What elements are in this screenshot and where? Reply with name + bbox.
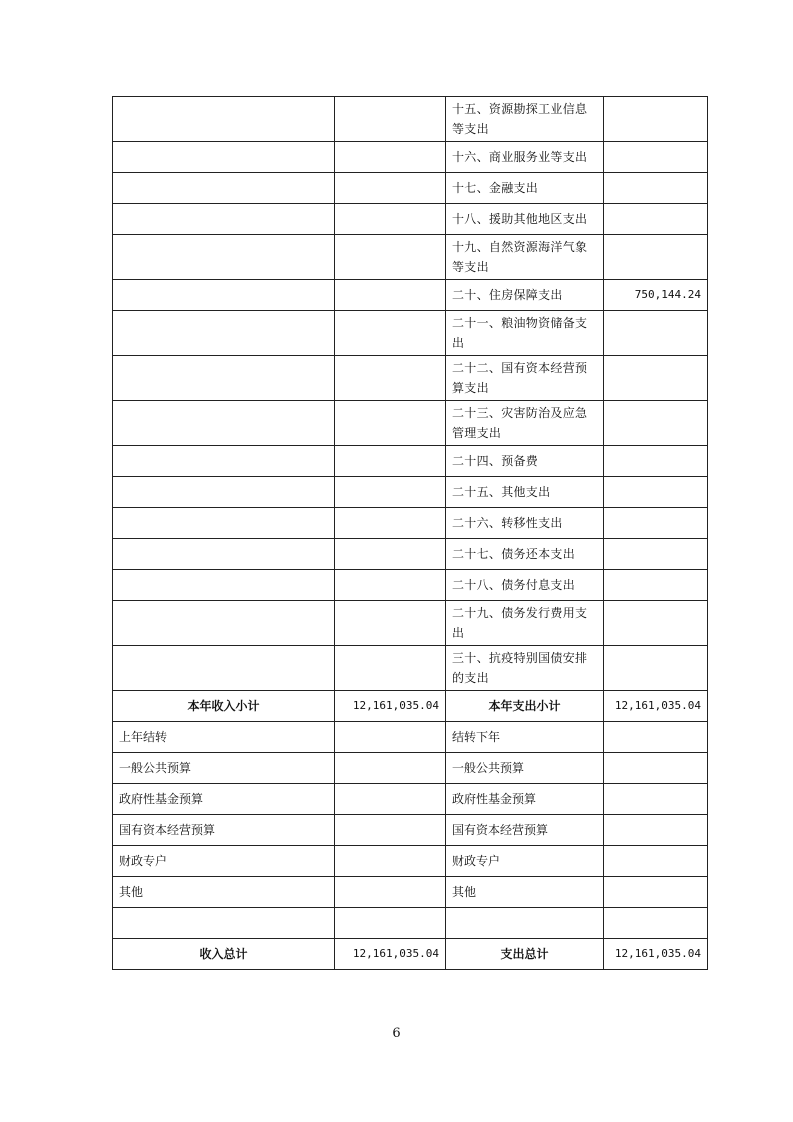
income-subtotal-label: 本年收入小计 [113,691,335,722]
carryover-row [113,784,708,815]
expense-amount-cell [604,446,708,477]
expense-carryover-item: 财政专户 [446,846,604,877]
expense-amount-cell: 750,144.24 [604,280,708,311]
income-amount-cell [335,646,446,691]
income-amount-cell [335,570,446,601]
expense-item-cell: 二十、住房保障支出 [446,280,604,311]
expense-amount-cell [604,477,708,508]
income-amount-cell [335,908,446,939]
income-amount-cell [335,142,446,173]
income-amount-cell [335,356,446,401]
total-row [113,939,708,970]
income-item-cell [113,97,335,142]
budget-table-body [113,97,708,970]
expense-amount-cell [604,508,708,539]
expense-amount-cell [604,846,708,877]
income-amount-cell [335,784,446,815]
income-total-label: 收入总计 [113,939,335,970]
income-amount-cell [335,477,446,508]
table-row [113,142,708,173]
table-row [113,477,708,508]
income-total-amount: 12,161,035.04 [335,939,446,970]
income-amount-cell [335,722,446,753]
expense-subtotal-amount: 12,161,035.04 [604,691,708,722]
expense-item-cell: 二十五、其他支出 [446,477,604,508]
expense-subtotal-label: 本年支出小计 [446,691,604,722]
income-amount-cell [335,311,446,356]
income-amount-cell [335,539,446,570]
page-number: 6 [392,1026,401,1041]
budget-table [112,96,708,970]
expense-amount-cell [604,908,708,939]
income-amount-cell [335,173,446,204]
table-row [113,601,708,646]
expense-item-cell: 二十八、债务付息支出 [446,570,604,601]
table-row [113,97,708,142]
expense-amount-cell [604,311,708,356]
income-carryover-item: 财政专户 [113,846,335,877]
table-row [113,508,708,539]
table-row [113,539,708,570]
income-amount-cell [335,97,446,142]
income-item-cell [113,311,335,356]
income-item-cell [113,570,335,601]
table-row [113,446,708,477]
expense-amount-cell [604,173,708,204]
expense-item-cell: 十八、援助其他地区支出 [446,204,604,235]
income-carryover-item: 一般公共预算 [113,753,335,784]
expense-item-cell: 十五、资源勘探工业信息等支出 [446,97,604,142]
income-item-cell [113,356,335,401]
expense-carryover-header: 结转下年 [446,722,604,753]
income-amount-cell [335,815,446,846]
expense-amount-cell [604,753,708,784]
table-row [113,646,708,691]
empty-row [113,908,708,939]
table-row [113,570,708,601]
income-item-cell [113,235,335,280]
income-amount-cell [335,601,446,646]
expense-amount-cell [604,97,708,142]
table-row [113,311,708,356]
subtotal-row [113,691,708,722]
carryover-row [113,753,708,784]
expense-item-cell [446,908,604,939]
income-item-cell [113,908,335,939]
income-item-cell [113,646,335,691]
expense-item-cell: 二十九、债务发行费用支出 [446,601,604,646]
expense-item-cell: 二十三、灾害防治及应急管理支出 [446,401,604,446]
expense-amount-cell [604,784,708,815]
expense-amount-cell [604,235,708,280]
income-amount-cell [335,280,446,311]
expense-amount-cell [604,722,708,753]
expense-amount-cell [604,204,708,235]
expense-item-cell: 三十、抗疫特别国债安排的支出 [446,646,604,691]
expense-item-cell: 二十一、粮油物资储备支出 [446,311,604,356]
income-item-cell [113,142,335,173]
income-amount-cell [335,446,446,477]
income-item-cell [113,601,335,646]
expense-item-cell: 十九、自然资源海洋气象等支出 [446,235,604,280]
expense-item-cell: 十六、商业服务业等支出 [446,142,604,173]
income-carryover-item: 政府性基金预算 [113,784,335,815]
income-item-cell [113,401,335,446]
table-row [113,280,708,311]
income-item-cell [113,173,335,204]
expense-amount-cell [604,601,708,646]
income-item-cell [113,539,335,570]
income-amount-cell [335,846,446,877]
carryover-row [113,815,708,846]
expense-total-amount: 12,161,035.04 [604,939,708,970]
income-amount-cell [335,401,446,446]
expense-amount-cell [604,646,708,691]
expense-item-cell: 二十七、债务还本支出 [446,539,604,570]
expense-item-cell: 二十四、预备费 [446,446,604,477]
carryover-row [113,846,708,877]
income-item-cell [113,204,335,235]
income-subtotal-amount: 12,161,035.04 [335,691,446,722]
expense-carryover-item: 其他 [446,877,604,908]
income-amount-cell [335,877,446,908]
expense-amount-cell [604,570,708,601]
income-carryover-item: 其他 [113,877,335,908]
income-item-cell [113,446,335,477]
expense-amount-cell [604,539,708,570]
table-row [113,235,708,280]
income-item-cell [113,477,335,508]
income-amount-cell [335,235,446,280]
expense-amount-cell [604,877,708,908]
expense-item-cell: 二十六、转移性支出 [446,508,604,539]
expense-carryover-item: 一般公共预算 [446,753,604,784]
table-row [113,173,708,204]
income-amount-cell [335,204,446,235]
income-item-cell [113,508,335,539]
income-carryover-header: 上年结转 [113,722,335,753]
expense-carryover-item: 国有资本经营预算 [446,815,604,846]
table-row [113,356,708,401]
expense-item-cell: 二十二、国有资本经营预算支出 [446,356,604,401]
income-amount-cell [335,508,446,539]
income-amount-cell [335,753,446,784]
expense-total-label: 支出总计 [446,939,604,970]
expense-amount-cell [604,142,708,173]
income-item-cell [113,280,335,311]
expense-item-cell: 十七、金融支出 [446,173,604,204]
income-carryover-item: 国有资本经营预算 [113,815,335,846]
expense-amount-cell [604,356,708,401]
expense-carryover-item: 政府性基金预算 [446,784,604,815]
expense-amount-cell [604,815,708,846]
table-row [113,204,708,235]
carryover-row [113,877,708,908]
carryover-header-row [113,722,708,753]
expense-amount-cell [604,401,708,446]
table-row [113,401,708,446]
